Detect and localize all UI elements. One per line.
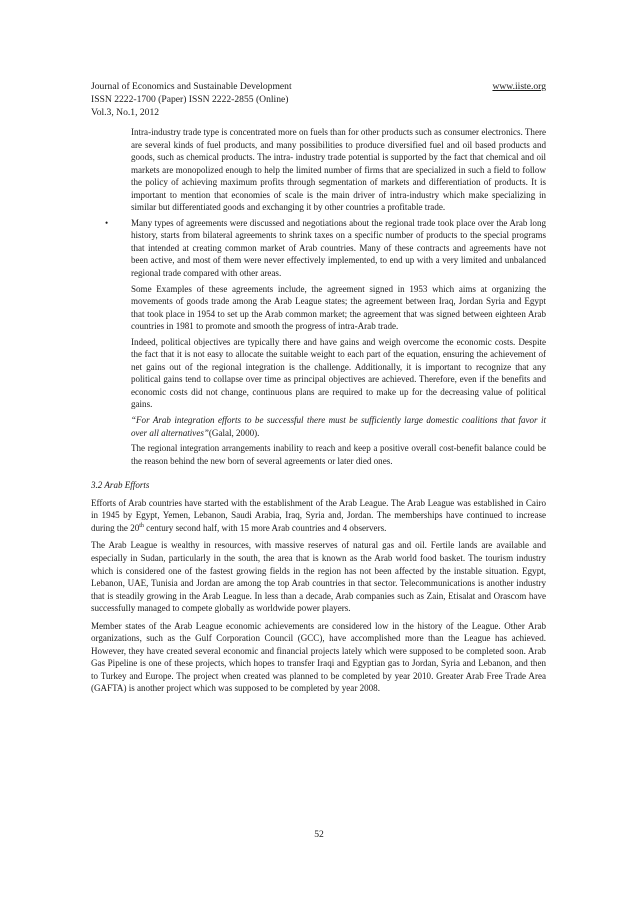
paragraph-arab-league-establishment (91, 497, 546, 535)
journal-header (91, 80, 546, 120)
paragraph-examples: Some Examples of these agreements include, the agreement signed in 1953 which aims at organizing the movements of goods trade among the Arab League states; the agreement between Iraq, Jordan Syria and Egypt that took place in 1954 to set up the Arab common market; the agreement that was signed between eighteen Arab countries in 1981 to promote and smooth the progress of intra-Arab trade. (131, 283, 546, 332)
establishment-text-end: century second half, with 15 more Arab countries and 4 observers. (143, 522, 387, 533)
superscript-th: th (139, 522, 144, 529)
journal-url-link[interactable]: www.iiste.org (492, 81, 546, 92)
page-number: 52 (314, 829, 324, 840)
paragraph-inability: The regional integration arrangements inability to reach and keep a positive overall cost-benefit balance could be the reason behind the new born of several agreements or later died ones. (131, 443, 546, 466)
quote-citation: (Galal, 2000). (208, 427, 260, 438)
volume-line: Vol.3, No.1, 2012 (91, 107, 160, 119)
issn-line: ISSN 2222-1700 (Paper) ISSN 2222-2855 (Online) (91, 94, 289, 106)
bullet-item (91, 217, 546, 280)
section-heading: 3.2 Arab Efforts (91, 480, 150, 491)
paragraph-intra-industry: Intra-industry trade type is concentrated more on fuels than for other products such as consumer electronics. There are several kinds of fuel products, and many possibilities to produce diversified fuel and oil based products and goods, such as chemical products. The intra- industry trade potential is supported by the fact that chemical and oil markets are monopolized enough to help the limited number of firms that are specialized in such a field to follow the policy of achieving maximum profits through segmentation of markets and differentiation of products. It is important to mention that economies of scale is the main driver of intra-industry which make specializing in similar but differentiated goods and exchanging it by other countries a profitable trade. (131, 127, 546, 213)
paragraph-political-objectives: Indeed, political objectives are typically there and have gains and weigh overcome the economic costs. Despite the fact that it is not easy to allocate the suitable weight to each part of the equation, ensuring the achievement of net gains out of the regional integration is the challenge. Additionally, it is important to recognize that any political gains tend to collapse over time as principal objectives are achieved. Therefore, even if the benefits and economic costs did not change, continuous plans are required to make up for the decreasing value of political gains. (131, 336, 546, 410)
article-body (91, 126, 546, 700)
paragraph-member-states: Member states of the Arab League economic achievements are considered low in the history of the League. Other Arab organizations, such as the Gulf Corporation Council (GCC), have accomplished more than the League has achieved. However, they have created several economic and financial projects lately which were supposed to be completed soon. Arab Gas Pipeline is one of these projects, which hopes to transfer Iraqi and Egyptian gas to Jordan, Syria and Lebanon, and then to Turkey and Europe. The project when created was planned to be completed by year 2010. Greater Arab Free Trade Area (GAFTA) is another project which was supposed to be completed by year 2008. (91, 620, 546, 694)
paragraph-arab-league-resources: The Arab League is wealthy in resources, with massive reserves of natural gas and oil. Fertile lands are available and especially in Sudan, particularly in the south, the area that is known as the Arab world food basket. The tourism industry which is considered one of the fastest growing fields in the region has not been affected by the instable situation. Egypt, Lebanon, UAE, Tunisia and Jordan are among the top Arab countries in that sector. Telecommunications is another industry that is steadily growing in the Arab League. In less than a decade, Arab companies such as Zain, Etisalat and Orascom have successfully managed to compete globally as worldwide power players. (91, 540, 546, 614)
quote-paragraph (131, 414, 546, 439)
quote-text: “For Arab integration efforts to be successful there must be sufficiently large domestic coalitions that favor it over all alternatives” (131, 415, 546, 438)
bullet-dot-icon: • (105, 217, 109, 228)
establishment-text: Efforts of Arab countries have started with the establishment of the Arab League. The Arab League was established in Cairo in 1945 by Egypt, Yemen, Lebanon, Saudi Arabia, Iraq, Syria and, Jordan. The memberships have continued to increase during the 20 (91, 497, 546, 533)
journal-name: Journal of Economics and Sustainable Development (91, 81, 292, 92)
paragraph-agreements: Many types of agreements were discussed and negotiations about the regional trade took place over the Arab long history, starts from bilateral agreements to shrink taxes on a specific number of products to the special programs that intended at creating common market of Arab countries. Many of these contracts and agreements have not been active, and most of them were never effectively implemented, to end up with a very limited and unbalanced regional trade compared with other areas. (131, 217, 546, 279)
